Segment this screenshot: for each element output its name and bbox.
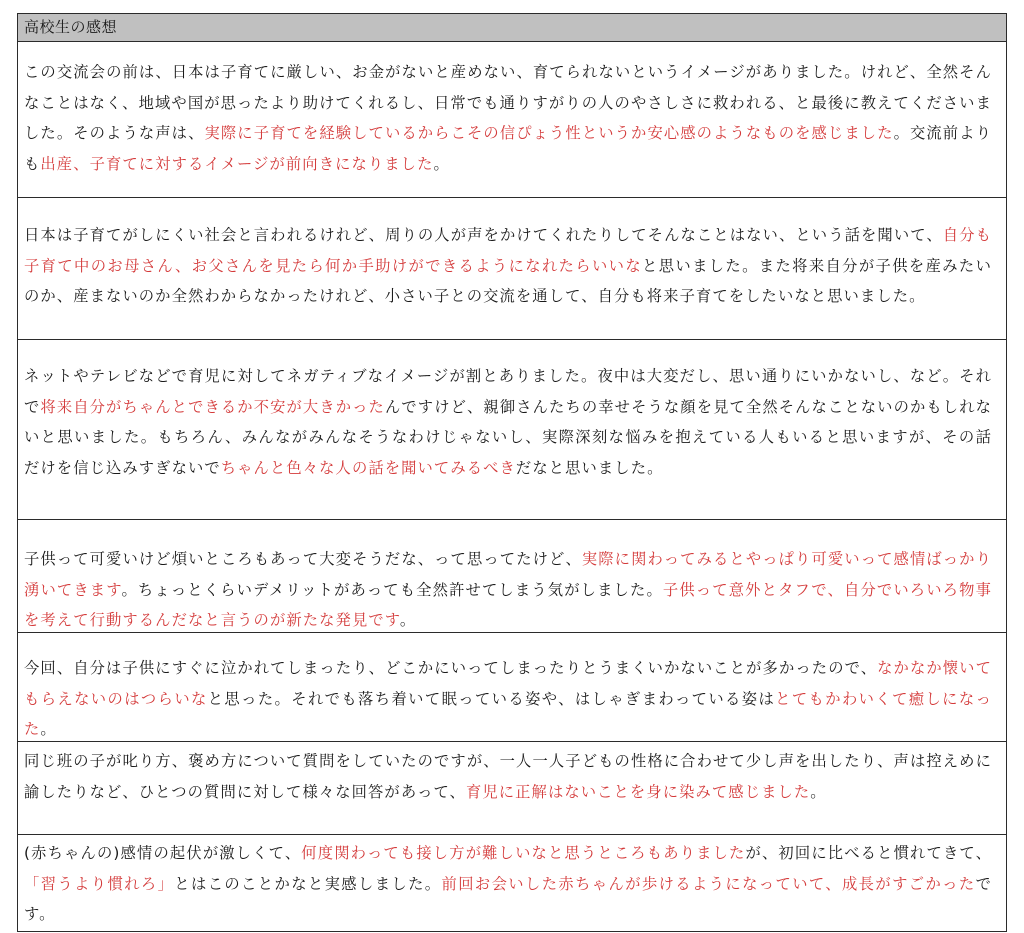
comment-segment: んですけど、親御さんたちの幸せそうな顔を見て全然そんなことないのかもしれないと思いました。もちろん、みんながみんなそうなわけじゃないし、実際深刻な悩みを抱えている人もいると思いますが、その話だけを信じ込みすぎないで <box>24 397 993 477</box>
comment-segment: とはこのことかなと実感しました。 <box>174 874 442 893</box>
comment-text <box>24 746 992 807</box>
comment-segment: と思った。それでも落ち着いて眠っている姿や、はしゃぎまわっている姿は <box>207 689 776 708</box>
comment-text <box>24 838 992 930</box>
comment-segment: が、初回に比べると慣れてきて、 <box>745 844 992 862</box>
comment-segment: 。 <box>810 782 827 801</box>
highlighted-text: 「習うより慣れろ」 <box>24 874 175 893</box>
comment-row <box>18 198 1006 340</box>
comment-text <box>24 57 992 179</box>
comment-segment: 日本は子育てがしにくい社会と言われるけれど、周りの人が声をかけてくれたりしてそんなことはない、という話を聞いて、 <box>24 226 943 244</box>
comment-text <box>24 361 992 483</box>
comment-row <box>18 42 1006 198</box>
comment-segment: と思いました。また将来自分が子供を産みたいのか、産まないのか全然わからなかったけれど、小さい子との交流を通して、自分も将来子育てをしたいなと思いました。 <box>24 256 992 305</box>
highlighted-text: とてもかわいくて癒しになった <box>24 689 992 738</box>
highlighted-text: 自分も子育て中のお母さん、お父さんを見たら何か手助けができるようになれたらいいな <box>24 226 993 275</box>
highlighted-text: ちゃんと色々な人の話を聞いてみるべき <box>220 458 516 477</box>
table-header: 高校生の感想 <box>18 14 1006 42</box>
comment-segment: ネットやテレビなどで育児に対してネガティブなイメージが割とありました。夜中は大変だし、思い通りにいかないし、など。それで <box>24 367 992 416</box>
comment-row <box>18 633 1006 742</box>
comment-row <box>18 835 1006 931</box>
impressions-table <box>17 13 1007 932</box>
highlighted-text: 育児に正解はないことを身に染みて感じました <box>465 782 811 801</box>
comment-segment: 。 <box>433 154 450 173</box>
comment-segment: 同じ班の子が叱り方、褒め方について質問をしていたのですが、一人一人子どもの性格に合わせて少し声を出したり、声は控えめに諭したりなど、ひとつの質問に対して様々な回答があって、 <box>24 752 992 801</box>
comment-row <box>18 520 1006 633</box>
comment-segment: この交流会の前は、日本は子育てに厳しい、お金がないと産めない、育てられないというイメージがありました。けれど、全然そんなことはなく、地域や国が思ったより助けてくれるし、日常でも通りすがりの人のやさしさに救われる、と最後に教えてくださいました。そのような声は、 <box>24 63 992 142</box>
comment-text <box>24 653 992 742</box>
highlighted-text: 何度関わっても接し方が難しいなと思うところもありました <box>301 844 746 862</box>
comment-segment: (赤ちゃんの)感情の起伏が激しくて、 <box>24 844 302 862</box>
comment-segment: 。交流前よりも <box>24 124 992 173</box>
comment-segment: 今回、自分は子供にすぐに泣かれてしまったり、どこかにいってしまったりとうまくいかないことが多かったので、 <box>24 659 878 677</box>
comment-segment: 子供って可愛いけど煩いところもあって大変そうだな、って思ってたけど、 <box>24 550 582 568</box>
highlighted-text: 将来自分がちゃんとできるか不安が大きかった <box>40 397 385 416</box>
highlighted-text: 前回お会いした赤ちゃんが歩けるようになっていて、成長がすごかった <box>441 874 976 893</box>
highlighted-text: なかなか懐いてもらえないのはつらいな <box>24 659 992 708</box>
comment-segment: です。 <box>24 874 992 923</box>
comment-row <box>18 340 1006 520</box>
comment-segment: だなと思いました。 <box>515 458 664 477</box>
comment-segment: 。 <box>40 720 57 738</box>
highlighted-text: 実際に子育てを経験しているからこその信ぴょう性というか安心感のようなものを感じました <box>204 124 894 142</box>
highlighted-text: 子供って意外とタフで、自分でいろいろ物事を考えて行動するんだなと言うのが新たな発見です <box>24 580 992 629</box>
comment-row <box>18 742 1006 835</box>
comment-text <box>24 220 992 312</box>
comment-text <box>24 544 992 633</box>
comment-segment: 。ちょっとくらいデメリットがあっても全然許せてしまう気がしました。 <box>121 580 663 599</box>
highlighted-text: 出産、子育てに対するイメージが前向きになりました <box>40 154 434 173</box>
comment-segment: 。 <box>399 611 417 629</box>
highlighted-text: 実際に関わってみるとやっぱり可愛いって感情ばっかり湧いてきます <box>24 550 992 599</box>
